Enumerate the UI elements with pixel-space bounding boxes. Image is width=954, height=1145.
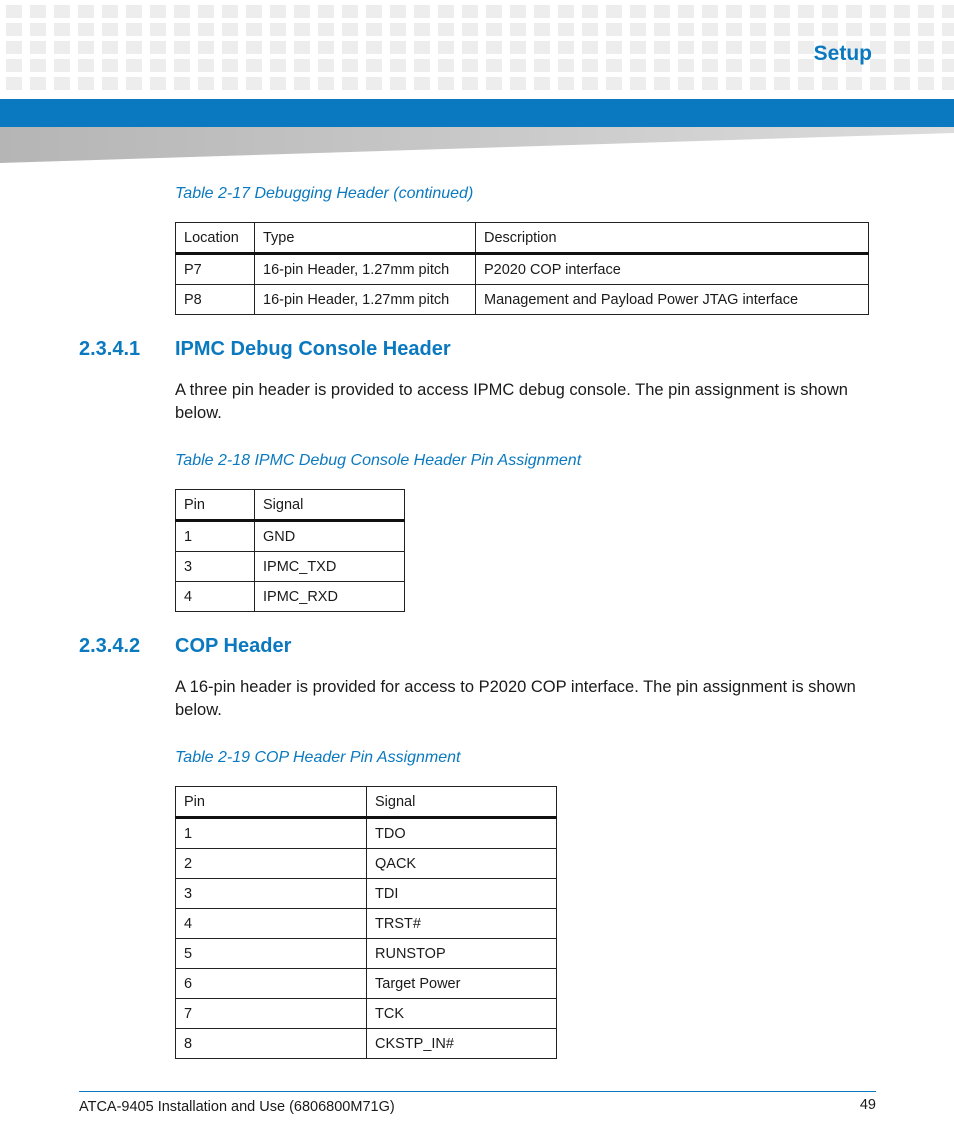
table19-caption: Table 2-19 COP Header Pin Assignment [175, 749, 461, 766]
table-cell: RUNSTOP [367, 939, 557, 969]
section-paragraph: A three pin header is provided to access IPMC debug console. The pin assignment is shown below. [175, 381, 848, 422]
table-header-cell: Signal [255, 490, 405, 521]
table-cell: P8 [176, 285, 255, 315]
table-header-cell: Location [176, 223, 255, 254]
table-header-row [176, 787, 557, 818]
table-row [176, 939, 557, 969]
table-cell: TDO [367, 818, 557, 849]
table-cell: 1 [176, 818, 367, 849]
table-row [176, 818, 557, 849]
table-cell: 7 [176, 999, 367, 1029]
table-cell: IPMC_TXD [255, 552, 405, 582]
table-row [176, 552, 405, 582]
table-row [176, 999, 557, 1029]
section-heading [79, 338, 451, 361]
table-row [176, 909, 557, 939]
table-cell: CKSTP_IN# [367, 1029, 557, 1059]
footer-document-title: ATCA-9405 Installation and Use (6806800M71G) [79, 1099, 395, 1115]
table-header-cell: Signal [367, 787, 557, 818]
table-cell: Target Power [367, 969, 557, 999]
table-cell: 8 [176, 1029, 367, 1059]
table18-caption: Table 2-18 IPMC Debug Console Header Pin Assignment [175, 452, 582, 469]
table-cell: IPMC_RXD [255, 582, 405, 612]
table-cell: 5 [176, 939, 367, 969]
table-header-row [176, 223, 869, 254]
table-cell: 3 [176, 552, 255, 582]
header-blue-bar [0, 99, 954, 127]
table-cell: TCK [367, 999, 557, 1029]
table17 [175, 222, 869, 315]
table-row [176, 849, 557, 879]
table19 [175, 786, 557, 1059]
table-header-cell: Type [255, 223, 476, 254]
table-cell: 3 [176, 879, 367, 909]
table-row [176, 1029, 557, 1059]
table-cell: 2 [176, 849, 367, 879]
table-cell: P2020 COP interface [476, 254, 869, 285]
table-header-cell: Pin [176, 787, 367, 818]
footer-page-number: 49 [859, 1097, 876, 1113]
table-cell: QACK [367, 849, 557, 879]
footer-rule [79, 1091, 876, 1092]
table-cell: 1 [176, 521, 255, 552]
header-dot-pattern [0, 0, 954, 98]
table-cell: 6 [176, 969, 367, 999]
table-header-cell: Pin [176, 490, 255, 521]
table-row [176, 521, 405, 552]
table-row [176, 582, 405, 612]
table-cell: TDI [367, 879, 557, 909]
section-title: COP Header [175, 635, 292, 657]
table-cell: 16-pin Header, 1.27mm pitch [255, 285, 476, 315]
table-row [176, 969, 557, 999]
table-cell: TRST# [367, 909, 557, 939]
table-row [176, 285, 869, 315]
table-cell: 4 [176, 909, 367, 939]
header-title: Setup [813, 42, 872, 65]
table-header-cell: Description [476, 223, 869, 254]
table-header-row [176, 490, 405, 521]
section-number: 2.3.4.2 [79, 635, 141, 657]
table-cell: P7 [176, 254, 255, 285]
table18 [175, 489, 405, 612]
section-heading [79, 635, 291, 658]
header-swoosh [0, 127, 954, 163]
section-number: 2.3.4.1 [79, 338, 141, 360]
table-cell: 4 [176, 582, 255, 612]
section-title: IPMC Debug Console Header [175, 338, 451, 360]
table-row [176, 254, 869, 285]
table-cell: Management and Payload Power JTAG interface [476, 285, 869, 315]
table-row [176, 879, 557, 909]
section-paragraph: A 16-pin header is provided for access to P2020 COP interface. The pin assignment is shown below. [175, 678, 856, 719]
table-cell: GND [255, 521, 405, 552]
table17-caption: Table 2-17 Debugging Header (continued) [175, 185, 474, 202]
table-cell: 16-pin Header, 1.27mm pitch [255, 254, 476, 285]
